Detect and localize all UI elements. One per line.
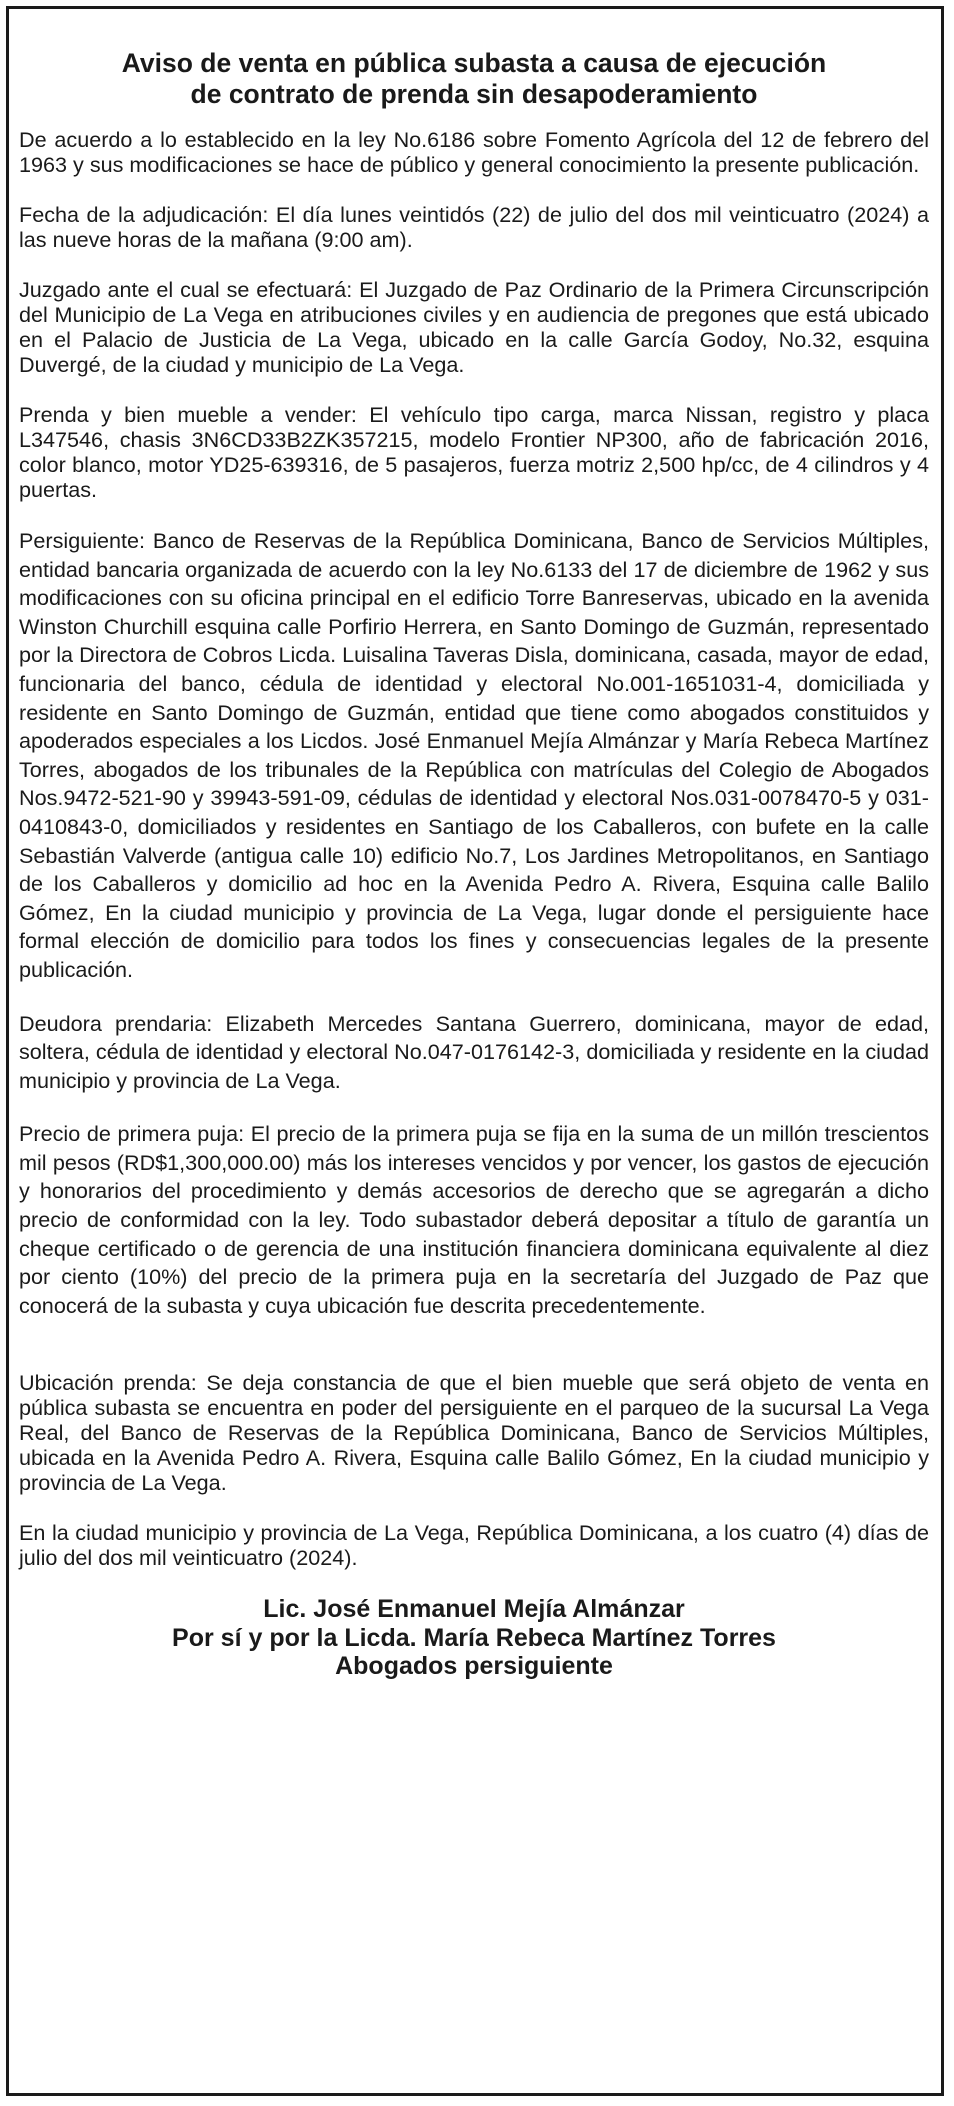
- notice-title-line-2: de contrato de prenda sin desapoderamiento: [190, 79, 758, 109]
- notice-content: [19, 48, 929, 1681]
- paragraph-pursuer: Persiguiente: Banco de Reservas de la República Dominicana, Banco de Servicios Múltiples, entidad bancaria organizada de acuerdo con la ley No.6133 del 17 de diciembre de 1962 y sus modificaciones con su oficina principal en el edificio Torre Banreservas, ubicado en la avenida Winston Churchill esquina calle Porfirio Herrera, en Santo Domingo de Guzmán, representado por la Directora de Cobros Licda. Luisalina Taveras Disla, dominicana, casada, mayor de edad, funcionaria del banco, cédula de identidad y electoral No.001-1651031-4, domiciliada y residente en Santo Domingo de Guzmán, entidad que tiene como abogados constituidos y apoderados especiales a los Licdos. José Enmanuel Mejía Almánzar y María Rebeca Martínez Torres, abogados de los tribunales de la República con matrículas del Colegio de Abogados Nos.9472-521-90 y 39943-591-09, cédulas de identidad y electoral Nos.031-0078470-5 y 031-0410843-0, domiciliados y residentes en Santiago de los Caballeros, con bufete en la calle Sebastián Valverde (antigua calle 10) edificio No.7, Los Jardines Metropolitanos, en Santiago de los Caballeros y domicilio ad hoc en la Avenida Pedro A. Rivera, Esquina calle Balilo Gómez, En la ciudad municipio y provincia de La Vega, lugar donde el persiguiente hace formal elección de domicilio para todos los fines y consecuencias legales de la presente publicación.: [19, 528, 929, 982]
- notice-title: [19, 48, 929, 110]
- paragraph-vehicle: Prenda y bien mueble a vender: El vehículo tipo carga, marca Nissan, registro y placa L347546, chasis 3N6CD33B2ZK357215, modelo Frontier NP300, año de fabricación 2016, color blanco, motor YD25-639316, de 5 pasajeros, fuerza motriz 2,500 hp/cc, de 4 cilindros y 4 puertas.: [19, 402, 929, 502]
- paragraph-place-and-date: En la ciudad municipio y provincia de La Vega, República Dominicana, a los cuatro (4) días de julio del dos mil veinticuatro (2024).: [19, 1520, 929, 1571]
- notice-title-line-1: Aviso de venta en pública subasta a causa de ejecución: [121, 48, 827, 78]
- paragraph-court: Juzgado ante el cual se efectuará: El Juzgado de Paz Ordinario de la Primera Circunscripción del Municipio de La Vega en atribuciones civiles y en audiencia de pregones que está ubicado en el Palacio de Justicia de La Vega, ubicado en la calle García Godoy, No.32, esquina Duvergé, de la ciudad y municipio de La Vega.: [19, 277, 929, 377]
- paragraph-pledge-location: Ubicación prenda: Se deja constancia de que el bien mueble que será objeto de venta en pública subasta se encuentra en poder del persiguiente en el parqueo de la sucursal La Vega Real, del Banco de Reservas de la República Dominicana, Banco de Servicios Múltiples, ubicada en la Avenida Pedro A. Rivera, Esquina calle Balilo Gómez, En la ciudad municipio y provincia de La Vega.: [19, 1370, 929, 1496]
- paragraph-debtor: Deudora prendaria: Elizabeth Mercedes Santana Guerrero, dominicana, mayor de edad, soltera, cédula de identidad y electoral No.047-0176142-3, domiciliada y residente en la ciudad municipio y provincia de La Vega.: [19, 1010, 929, 1093]
- paragraph-first-bid-price: Precio de primera puja: El precio de la primera puja se fija en la suma de un millón trescientos mil pesos (RD$1,300,000.00) más los intereses vencidos y por vencer, los gastos de ejecución y honorarios del procedimiento y demás accesorios de derecho que se agregarán a dicho precio de conformidad con la ley. Todo subastador deberá depositar a título de garantía un cheque certificado o de gerencia de una institución financiera dominicana equivalente al diez por ciento (10%) del precio de la primera puja en la secretaría del Juzgado de Paz que conocerá de la subasta y cuya ubicación fue descrita precedentemente.: [19, 1121, 929, 1318]
- paragraph-adjudication-date: Fecha de la adjudicación: El día lunes veintidós (22) de julio del dos mil veinticuatro (2024) a las nueve horas de la mañana (9:00 am).: [19, 202, 929, 252]
- paragraph-legal-basis: De acuerdo a lo establecido en la ley No.6186 sobre Fomento Agrícola del 12 de febrero del 1963 y sus modificaciones se hace de público y general conocimiento la presente publicación.: [19, 127, 929, 177]
- signature-line-1: Lic. José Enmanuel Mejía Almánzar: [263, 1595, 685, 1624]
- signature-line-2: Por sí y por la Licda. María Rebeca Martínez Torres: [172, 1623, 776, 1652]
- signature-block: [19, 1595, 929, 1681]
- signature-line-3: Abogados persiguiente: [335, 1652, 613, 1681]
